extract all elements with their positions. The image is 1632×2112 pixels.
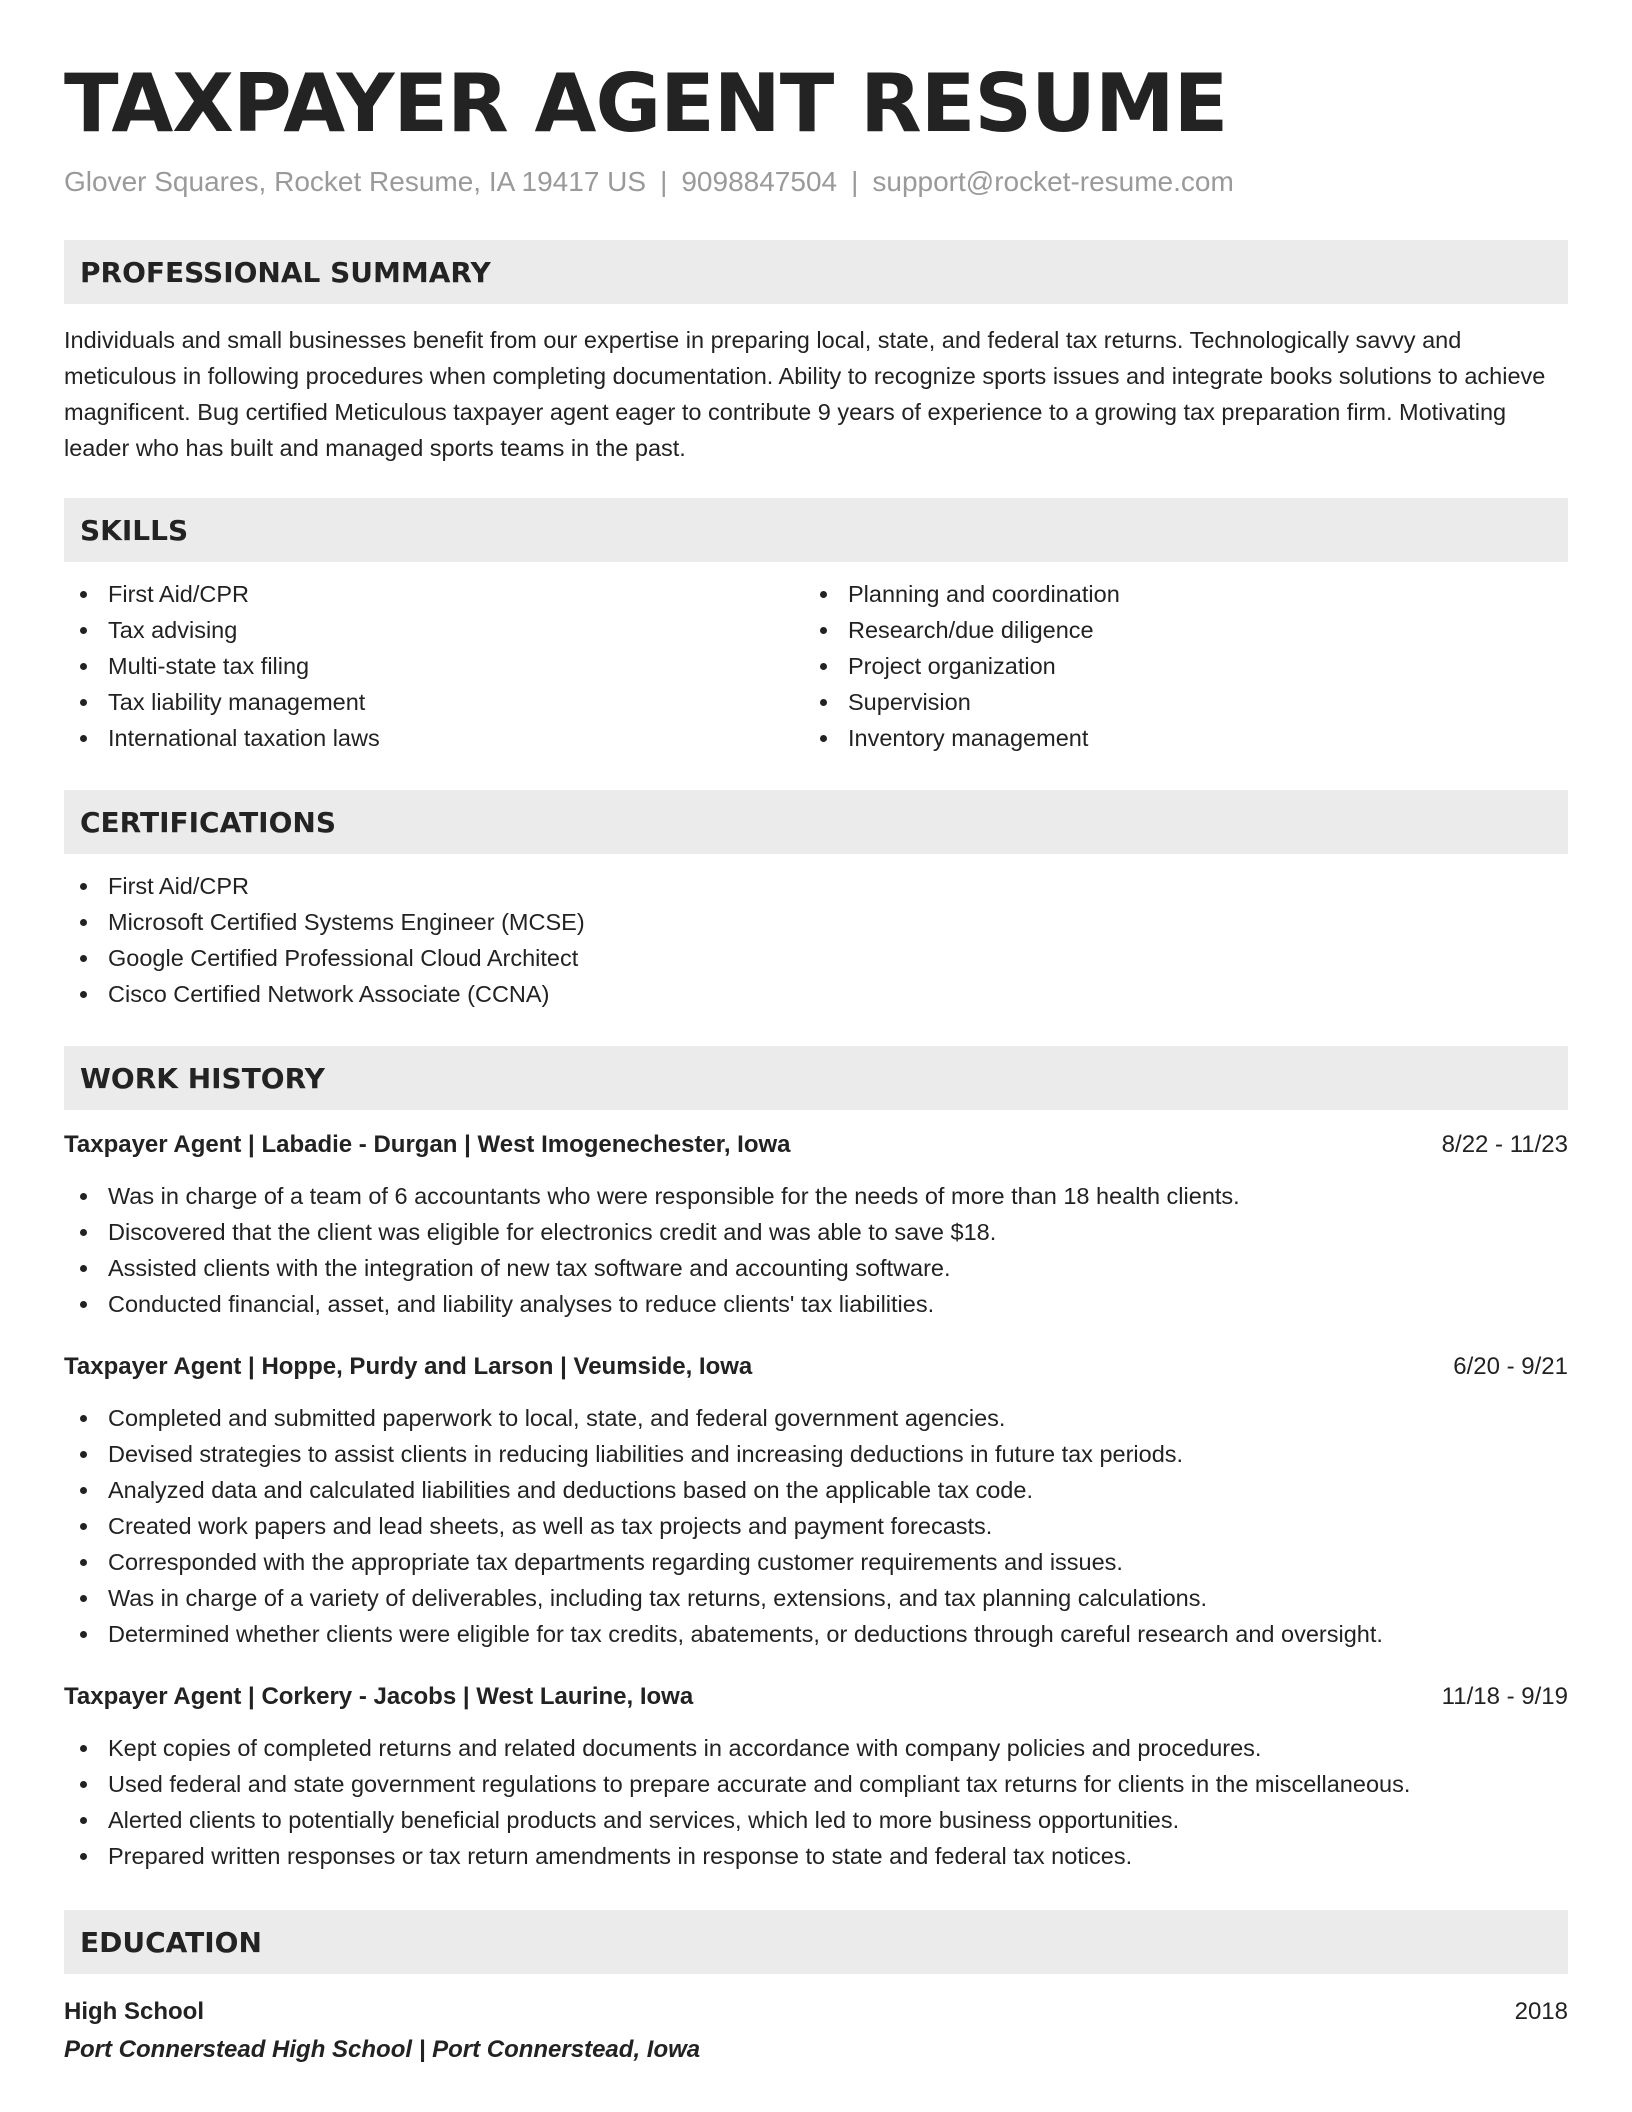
contact-separator: | [660,166,668,197]
list-item: Assisted clients with the integration of new tax software and accounting software. [64,1250,1568,1286]
job-entry [64,1350,1568,1652]
list-item: Tax liability management [64,684,804,720]
list-item: Research/due diligence [804,612,1544,648]
list-item: Was in charge of a variety of deliverables, including tax returns, extensions, and tax planning calculations. [64,1580,1568,1616]
job-entry [64,1128,1568,1322]
list-item: Cisco Certified Network Associate (CCNA) [64,976,1568,1012]
list-item: Kept copies of completed returns and related documents in accordance with company policies and procedures. [64,1730,1568,1766]
work-history-heading: WORK HISTORY [64,1046,1568,1110]
list-item: Project organization [804,648,1544,684]
skills-heading: SKILLS [64,498,1568,562]
job-title: Taxpayer Agent | Labadie - Durgan | West Imogenechester, Iowa [64,1131,791,1158]
list-item: Prepared written responses or tax return amendments in response to state and federal tax notices. [64,1838,1568,1874]
job-bullets [64,1730,1568,1874]
list-item: Analyzed data and calculated liabilities and deductions based on the applicable tax code. [64,1472,1568,1508]
list-item: Tax advising [64,612,804,648]
education-heading: EDUCATION [64,1910,1568,1974]
list-item: Corresponded with the appropriate tax departments regarding customer requirements and issues. [64,1544,1568,1580]
list-item: Microsoft Certified Systems Engineer (MCSE) [64,904,1568,940]
job-title: Taxpayer Agent | Corkery - Jacobs | West Laurine, Iowa [64,1683,694,1710]
list-item: Devised strategies to assist clients in reducing liabilities and increasing deductions in future tax periods. [64,1436,1568,1472]
contact-line [64,162,1568,202]
list-item: Discovered that the client was eligible for electronics credit and was able to save $18. [64,1214,1568,1250]
contact-email[interactable]: support@rocket-resume.com [872,166,1234,197]
education-school: Port Connerstead High School | Port Connerstead, Iowa [64,2036,701,2063]
list-item: Multi-state tax filing [64,648,804,684]
summary-text: Individuals and small businesses benefit from our expertise in preparing local, state, and federal tax returns. Technologically savvy and meticulous in following procedures when completing documentation. Ability to recognize sports issues and integrate books solutions to achieve magnificent. Bug certified Meticulous taxpayer agent eager to contribute 9 years of experience to a growing tax preparation firm. Motivating leader who has built and managed sports teams in the past. [64,327,1546,461]
list-item: Conducted financial, asset, and liability analyses to reduce clients' tax liabilities. [64,1286,1568,1322]
education-degree: High School [64,1998,204,2025]
list-item: Completed and submitted paperwork to local, state, and federal government agencies. [64,1400,1568,1436]
list-item: Supervision [804,684,1544,720]
skills-column-left [64,576,804,756]
job-dates: 6/20 - 9/21 [1453,1353,1568,1380]
contact-phone: 9098847504 [681,166,838,197]
list-item: First Aid/CPR [64,576,804,612]
education-header [64,1994,1568,2030]
skills-column-right [804,576,1544,756]
job-header [64,1128,1568,1162]
page-title: TAXPAYER AGENT RESUME [64,57,1228,150]
job-bullets [64,1400,1568,1652]
job-bullets [64,1178,1568,1322]
list-item: Used federal and state government regulations to prepare accurate and compliant tax returns for clients in the miscellaneous. [64,1766,1568,1802]
list-item: Planning and coordination [804,576,1544,612]
list-item: Google Certified Professional Cloud Architect [64,940,1568,976]
education-year: 2018 [1514,1998,1568,2025]
list-item: Inventory management [804,720,1544,756]
job-title: Taxpayer Agent | Hoppe, Purdy and Larson | Veumside, Iowa [64,1353,753,1380]
job-dates: 11/18 - 9/19 [1441,1683,1568,1710]
list-item: First Aid/CPR [64,868,1568,904]
contact-address: Glover Squares, Rocket Resume, IA 19417 US [64,166,647,197]
list-item: Alerted clients to potentially beneficial products and services, which led to more business opportunities. [64,1802,1568,1838]
list-item: Created work papers and lead sheets, as well as tax projects and payment forecasts. [64,1508,1568,1544]
job-header [64,1350,1568,1384]
job-entry [64,1680,1568,1874]
certifications-heading: CERTIFICATIONS [64,790,1568,854]
list-item: Determined whether clients were eligible for tax credits, abatements, or deductions through careful research and oversight. [64,1616,1568,1652]
contact-separator: | [851,166,859,197]
skills-list [64,576,1568,756]
job-header [64,1680,1568,1714]
job-dates: 8/22 - 11/23 [1441,1131,1568,1158]
certifications-list [64,868,1568,1012]
list-item: International taxation laws [64,720,804,756]
list-item: Was in charge of a team of 6 accountants who were responsible for the needs of more than 18 health clients. [64,1178,1568,1214]
summary-heading: PROFESSIONAL SUMMARY [64,240,1568,304]
